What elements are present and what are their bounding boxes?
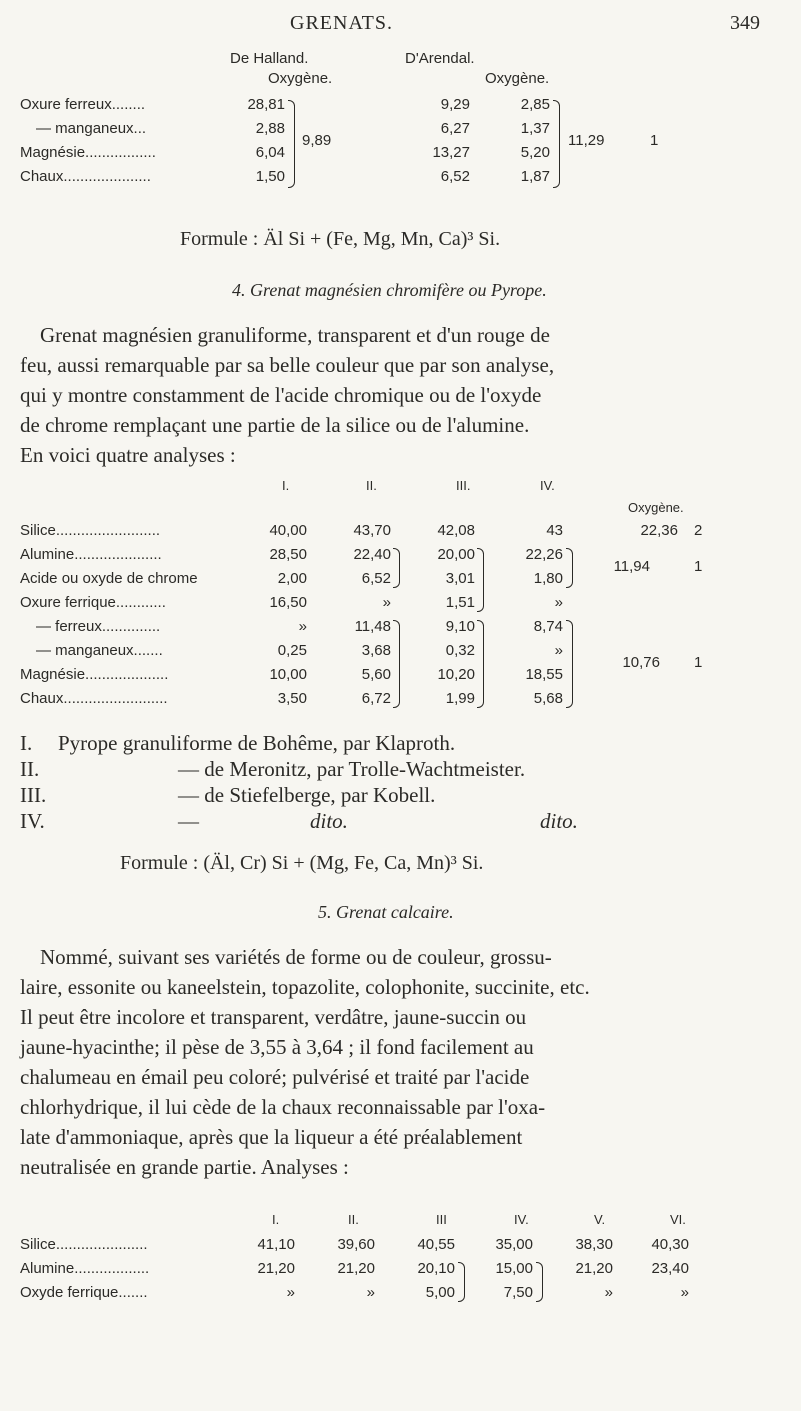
cell: » [554, 594, 563, 611]
col-arendal-header: D'Arendal. [405, 50, 475, 67]
col-header: II. [348, 1212, 359, 1227]
brace [458, 1262, 465, 1302]
cell: 16,50 [269, 594, 307, 611]
cell: 6,52 [361, 570, 391, 587]
cell: 2,88 [255, 120, 285, 137]
source-num: IV. [20, 809, 45, 833]
cell: 6,72 [361, 690, 391, 707]
cell: » [604, 1284, 613, 1301]
col-header: IV. [540, 478, 555, 493]
col-header: III [436, 1212, 447, 1227]
cell: 20,00 [437, 546, 475, 563]
row-label: — ferreux.............. [36, 618, 161, 635]
cell: 39,60 [337, 1236, 375, 1253]
cell: 10,20 [437, 666, 475, 683]
cell: 43 [546, 522, 563, 539]
cell: 6,52 [440, 168, 470, 185]
row-label: Oxure ferrique............ [20, 594, 166, 611]
col-header: IV. [514, 1212, 529, 1227]
cell: » [382, 594, 391, 611]
source-text: — de Meronitz, par Trolle-Wachtmeister. [178, 757, 526, 781]
row-label: — manganeux....... [36, 642, 163, 659]
row-label: Alumine.................. [20, 1260, 150, 1277]
cell: 3,68 [361, 642, 391, 659]
ratio: 1 [650, 132, 659, 149]
brace [566, 620, 573, 708]
row-label: Silice...................... [20, 1236, 148, 1253]
cell: 8,74 [533, 618, 563, 635]
row-label: Silice......................... [20, 522, 161, 539]
col-halland-header: De Halland. [230, 50, 309, 67]
cell: 3,50 [277, 690, 307, 707]
row-label: Magnésie.................... [20, 666, 169, 683]
cell: 3,01 [445, 570, 475, 587]
cell: 21,20 [337, 1260, 375, 1277]
cell: » [554, 642, 563, 659]
cell: 40,55 [417, 1236, 455, 1253]
dito: dito. [540, 809, 578, 833]
paragraph-line: neutralisée en grande partie. Analyses : [20, 1155, 349, 1179]
cell: 28,50 [269, 546, 307, 563]
oxy-header: Oxygène. [628, 500, 684, 515]
formula-1: Formule : Äl Si + (Fe, Mg, Mn, Ca)³ Si. [180, 228, 501, 250]
col-header: III. [456, 478, 471, 493]
brace [553, 100, 560, 188]
ratio: 1 [694, 654, 703, 671]
cell: 1,99 [445, 690, 475, 707]
col-header: II. [366, 478, 377, 493]
cell: 21,20 [257, 1260, 295, 1277]
cell: 41,10 [257, 1236, 295, 1253]
cell: 35,00 [495, 1236, 533, 1253]
oxy-sum: 9,89 [302, 132, 332, 149]
row-label: — manganeux... [36, 120, 147, 137]
cell: 0,25 [277, 642, 307, 659]
cell: 23,40 [651, 1260, 689, 1277]
row-label: Acide ou oxyde de chrome [20, 570, 198, 587]
ratio: 1 [694, 558, 703, 575]
cell: 43,70 [353, 522, 391, 539]
cell: 21,20 [575, 1260, 613, 1277]
paragraph-line: laire, essonite ou kaneelstein, topazolite, colophonite, succinite, etc. [20, 975, 590, 999]
cell: 0,32 [445, 642, 475, 659]
paragraph-line: qui y montre constamment de l'acide chromique ou de l'oxyde [20, 383, 542, 407]
paragraph-line: Il peut être incolore et transparent, verdâtre, jaune-succin ou [20, 1005, 527, 1029]
source-text: Pyrope granuliforme de Bohême, par Klaproth. [58, 731, 456, 755]
row-label: Magnésie................. [20, 144, 156, 161]
oxy-sum: 11,29 [568, 132, 605, 149]
cell: 10,00 [269, 666, 307, 683]
paragraph-line: Nommé, suivant ses variétés de forme ou de couleur, grossu- [40, 945, 552, 969]
row-label: Oxyde ferrique....... [20, 1284, 148, 1301]
section-5-title: 5. Grenat calcaire. [318, 902, 454, 922]
cell: 5,68 [533, 690, 563, 707]
col-header: I. [272, 1212, 280, 1227]
cell: » [298, 618, 307, 635]
cell: 1,51 [445, 594, 475, 611]
cell: 40,00 [269, 522, 307, 539]
source-num: III. [20, 783, 47, 807]
running-head: GRENATS. [290, 12, 394, 34]
cell: 1,80 [533, 570, 563, 587]
cell: » [286, 1284, 295, 1301]
brace [288, 100, 295, 188]
brace [566, 548, 573, 588]
oxy-cell: 10,76 [622, 654, 660, 671]
cell: 22,26 [525, 546, 563, 563]
page-number: 349 [730, 12, 760, 34]
paragraph-line: chalumeau en émail peu coloré; pulvérisé et traité par l'acide [20, 1065, 530, 1089]
col-halland-oxy-header: Oxygène. [268, 70, 333, 87]
brace [477, 548, 484, 612]
cell: 5,00 [425, 1284, 455, 1301]
cell: 6,27 [440, 120, 470, 137]
brace [536, 1262, 543, 1302]
ratio: 2 [694, 522, 703, 539]
cell: 6,04 [255, 144, 285, 161]
source-num: I. [20, 731, 33, 755]
cell: 13,27 [432, 144, 470, 161]
cell: 40,30 [651, 1236, 689, 1253]
paragraph-line: feu, aussi remarquable par sa belle couleur que par son analyse, [20, 353, 555, 377]
cell: 42,08 [437, 522, 475, 539]
cell: 20,10 [417, 1260, 455, 1277]
brace [477, 620, 484, 708]
col-arendal-oxy-header: Oxygène. [485, 70, 550, 87]
col-header: V. [594, 1212, 606, 1227]
cell: 9,29 [440, 96, 470, 113]
cell: » [366, 1284, 375, 1301]
paragraph-line: Grenat magnésien granuliforme, transparent et d'un rouge de [40, 323, 550, 347]
row-label: Chaux..................... [20, 168, 151, 185]
cell: 22,40 [353, 546, 391, 563]
source-text: — [178, 809, 199, 833]
cell: 15,00 [495, 1260, 533, 1277]
brace [393, 548, 400, 588]
formula-2: Formule : (Äl, Cr) Si + (Mg, Fe, Ca, Mn)³ Si. [120, 852, 484, 874]
paragraph-line: de chrome remplaçant une partie de la silice ou de l'alumine. [20, 413, 530, 437]
paragraph-line: late d'ammoniaque, après que la liqueur a été préalablement [20, 1125, 523, 1149]
cell: 5,20 [520, 144, 550, 161]
cell: 1,87 [520, 168, 550, 185]
oxy-cell: 11,94 [613, 558, 650, 575]
col-header: VI. [670, 1212, 686, 1227]
cell: 28,81 [247, 96, 285, 113]
row-label: Oxure ferreux........ [20, 96, 146, 113]
cell: 11,48 [354, 618, 391, 635]
cell: 7,50 [503, 1284, 533, 1301]
paragraph-line: En voici quatre analyses : [20, 443, 236, 467]
source-text: — de Stiefelberge, par Kobell. [178, 783, 436, 807]
cell: 5,60 [361, 666, 391, 683]
cell: 38,30 [575, 1236, 613, 1253]
section-4-title: 4. Grenat magnésien chromifère ou Pyrope. [232, 280, 547, 300]
oxy-cell: 22,36 [640, 522, 678, 539]
cell: 1,50 [255, 168, 285, 185]
cell: » [680, 1284, 689, 1301]
source-num: II. [20, 757, 40, 781]
row-label: Chaux......................... [20, 690, 168, 707]
brace [393, 620, 400, 708]
cell: 9,10 [445, 618, 475, 635]
paragraph-line: chlorhydrique, il lui cède de la chaux reconnaissable par l'oxa- [20, 1095, 546, 1119]
cell: 1,37 [520, 120, 550, 137]
cell: 2,85 [520, 96, 550, 113]
col-header: I. [282, 478, 290, 493]
dito: dito. [310, 809, 348, 833]
row-label: Alumine..................... [20, 546, 162, 563]
cell: 2,00 [277, 570, 307, 587]
cell: 18,55 [525, 666, 563, 683]
paragraph-line: jaune-hyacinthe; il pèse de 3,55 à 3,64 ; il fond facilement au [20, 1035, 534, 1059]
